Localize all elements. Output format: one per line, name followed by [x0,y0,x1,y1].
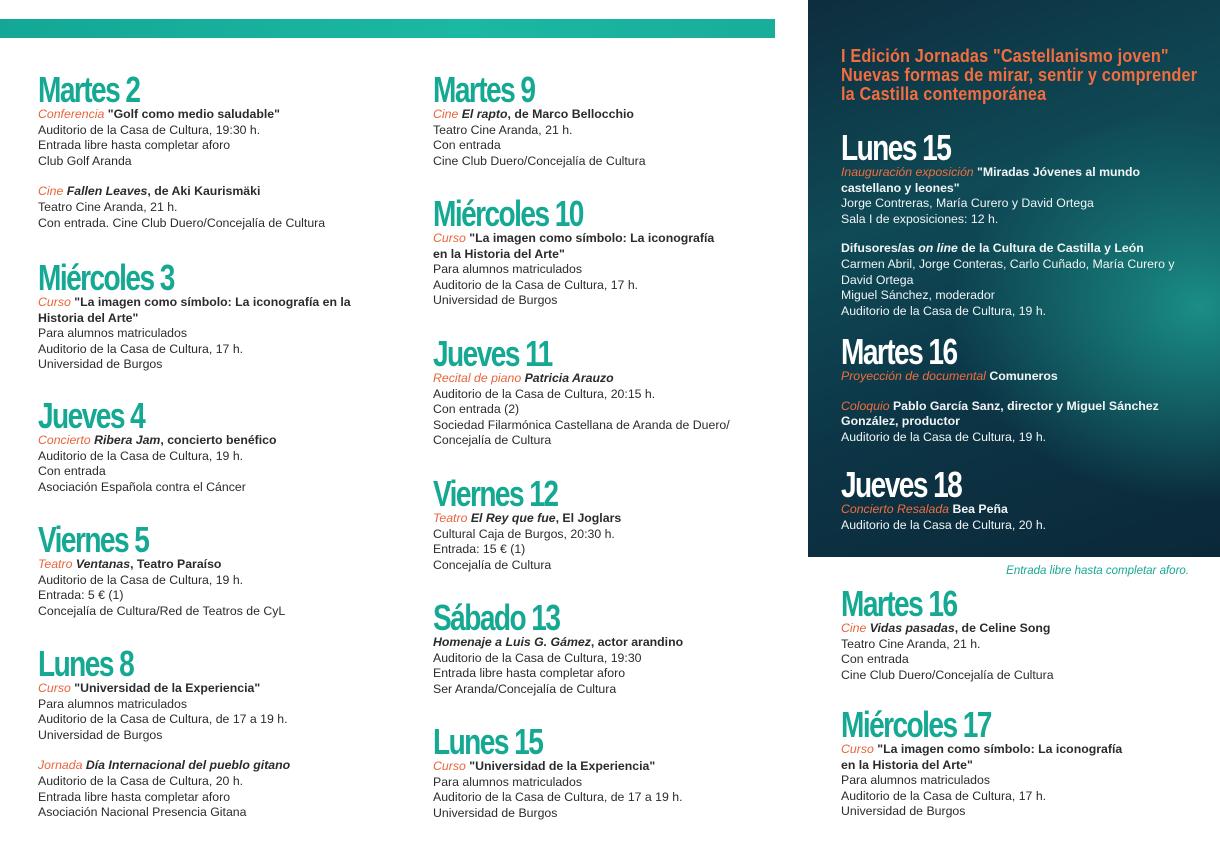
event-title-text: "La imagen como símbolo: La iconografía en la [74,295,351,309]
event-title-italic: on line [918,241,958,256]
event-title-italic: El Rey que fue [470,511,556,525]
event-category: Curso [38,681,71,695]
event-detail: Auditorio de la Casa de Cultura, 17 h. [38,341,244,356]
day-heading: Lunes 15 [433,721,543,762]
day-section [38,70,325,231]
day-events [38,681,290,821]
event-detail: David Ortega [841,272,914,287]
event-detail: Auditorio de la Casa de Cultura, 19:30 h. [38,122,261,137]
event-detail: Concejalía de Cultura [433,433,552,448]
day-heading: Jueves 18 [841,464,962,505]
day-events [433,511,621,573]
event-category: Concierto Resalada [841,502,950,516]
day-heading: Jueves 11 [433,333,552,374]
event [841,241,1175,319]
day-events [433,107,646,169]
event-category: Concierto [38,433,91,447]
event-title-line [841,241,1175,257]
free-entry-note: Entrada libre hasta completar aforo. [1006,565,1189,577]
event-category: Curso [433,759,466,773]
event-detail: Auditorio de la Casa de Cultura, 20 h. [38,773,244,788]
event-detail: Con entrada [841,652,909,667]
event-title-text: "Miradas Jóvenes al mundo [977,165,1141,179]
event-detail: Auditorio de la Casa de Cultura, 19:30 [433,650,642,665]
day-events [841,165,1175,319]
day-section [38,520,285,619]
event-title-line-2: en la Historia del Arte" [841,757,973,772]
event-detail: Entrada: 15 € (1) [433,542,526,557]
event-detail: Auditorio de la Casa de Cultura, 20 h. [841,517,1047,532]
event-category: Recital de piano [433,371,522,385]
day-heading: Sábado 13 [433,597,560,638]
top-accent-bar [0,19,775,38]
event-detail: Teatro Cine Aranda, 21 h. [38,199,178,214]
event-detail: Cine Club Duero/Concejalía de Cultura [841,667,1054,682]
event-category: Teatro [433,511,468,525]
event-detail: Concejalía de Cultura [433,557,552,572]
day-heading: Martes 16 [841,583,957,624]
day-heading: Martes 2 [38,69,140,110]
event-title [841,241,1144,255]
event-detail: Sociedad Filarmónica Castellana de Aranda de Duero/ [433,417,730,432]
event-detail: Entrada: 5 € (1) [38,588,124,603]
event-title-italic: Ventanas [75,557,131,571]
event-title-text: "Universidad de la Experiencia" [469,759,656,773]
event-detail: Auditorio de la Casa de Cultura, 19 h. [38,448,244,463]
day-events [841,742,1122,820]
event-category: Teatro [38,557,73,571]
day-section [38,644,290,821]
event-detail: Teatro Cine Aranda, 21 h. [841,636,981,651]
event-title-text: "Universidad de la Experiencia" [74,681,261,695]
event-detail: Asociación Nacional Presencia Gitana [38,805,247,820]
event-detail: Teatro Cine Aranda, 21 h. [433,122,573,137]
event [38,758,290,820]
event [433,107,646,169]
event-category: Proyección de documental [841,369,986,383]
day-events [38,557,285,619]
event-detail: Cultural Caja de Burgos, 20:30 h. [433,526,615,541]
castellanismo-panel [808,0,1220,557]
event [38,681,290,743]
day-events [433,635,683,697]
event-category: Curso [433,231,466,245]
event-detail: Universidad de Burgos [841,804,966,819]
day-heading: Miércoles 3 [38,257,174,298]
event-title-rest: , concierto benéfico [160,433,277,447]
event-title-text: Comuneros [989,369,1058,383]
event-detail: Concejalía de Cultura/Red de Teatros de CyL [38,603,286,618]
panel-title-line-2: Nuevas formas de mirar, sentir y comprender [841,65,1198,85]
event-detail: Auditorio de la Casa de Cultura, 19 h. [38,572,244,587]
event-detail: Miguel Sánchez, moderador [841,288,995,303]
event-detail: Universidad de Burgos [38,727,163,742]
event-detail: Ser Aranda/Concejalía de Cultura [433,681,617,696]
event-title [86,758,290,772]
day-events [433,231,714,309]
event-detail: Jorge Contreras, María Curero y David Ortega [841,196,1094,211]
event-category: Jornada [38,758,83,773]
event [433,371,730,449]
panel-title-line-1: I Edición Jornadas "Castellanismo joven" [841,46,1169,66]
event-detail: Con entrada (2) [433,402,520,417]
event-category: Curso [841,742,874,756]
event-title-rest: de la Cultura de Castilla y León [957,241,1144,256]
event-title-text: "La imagen como símbolo: La iconografía [469,231,715,245]
event-detail: Auditorio de la Casa de Cultura, de 17 a 19 h. [433,790,683,805]
event-title-line [841,399,1159,415]
day-heading: Lunes 8 [38,643,134,684]
event-title-line-2: castellano y leones" [841,180,960,195]
event [841,502,1046,533]
event-detail: Auditorio de la Casa de Cultura, 20:15 h. [433,386,656,401]
day-events [433,371,730,449]
event-title-line-2: en la Historia del Arte" [433,246,565,261]
day-heading: Lunes 15 [841,127,951,168]
panel-title-line-3: la Castilla contemporánea [841,84,1047,104]
event [433,759,683,821]
event-detail: Entrada libre hasta completar aforo [433,666,626,681]
event-detail: Sala I de exposiciones: 12 h. [841,211,999,226]
event-title-italic: Vidas pasadas [869,621,955,635]
event-category: Cine [38,184,64,199]
day-heading: Martes 16 [841,331,957,372]
event-title-line [38,758,290,774]
day-heading: Miércoles 10 [433,193,583,234]
event-title-italic: Ribera Jam [94,433,161,447]
event-title-text: "La imagen como símbolo: La iconografía [877,742,1123,756]
event-detail: Para alumnos matriculados [38,326,187,341]
event-title-text: Pablo García Sanz, director y Miguel Sánchez [892,398,1159,413]
day-section [841,465,1046,533]
event-detail: Carmen Abril, Jorge Conteras, Carlo Cuñado, María Curero y [841,256,1175,271]
event-title-line [38,184,325,200]
event-detail: Cine Club Duero/Concejalía de Cultura [433,153,646,168]
event [38,557,285,619]
event-detail: Entrada libre hasta completar aforo [38,789,231,804]
event-detail: Para alumnos matriculados [841,773,990,788]
day-heading: Jueves 4 [38,395,145,436]
day-events [38,295,351,373]
event-title-rest: , de Celine Song [954,621,1051,635]
event-title-rest: , de Aki Kaurismäki [147,184,261,199]
event-detail: Universidad de Burgos [38,357,163,372]
event [38,433,277,495]
day-heading: Martes 9 [433,69,535,110]
day-section [841,705,1122,820]
event-detail: Con entrada. Cine Club Duero/Concejalía de Cultura [38,215,326,230]
event [433,231,714,309]
event-title-italic: Homenaje a Luis G. Gámez [433,635,591,649]
event [38,184,325,231]
event-title-italic: El rapto [461,107,508,121]
event-title-text: "Golf como medio saludable" [107,107,280,121]
event-detail: Con entrada [433,138,501,153]
day-events [38,433,277,495]
event-title-rest: , El Joglars [555,511,622,525]
day-events [841,502,1046,533]
event-detail: Auditorio de la Casa de Cultura, de 17 a 19 h. [38,712,288,727]
event [841,742,1122,820]
event-category: Conferencia [38,107,105,121]
day-section [433,70,646,169]
event [433,635,683,697]
event-title-text: Bea Peña [952,502,1008,516]
event-title-italic: Patricia Arauzo [524,371,614,385]
day-section [841,128,1175,319]
event-detail: Para alumnos matriculados [38,696,187,711]
day-events [841,369,1159,445]
event-title-line-2: Historia del Arte" [38,310,139,325]
day-heading: Viernes 12 [433,473,558,514]
event-detail: Entrada libre hasta completar aforo [38,138,231,153]
day-events [841,621,1054,683]
day-section [38,258,351,373]
event [841,621,1054,683]
day-section [841,584,1054,683]
day-section [433,334,730,449]
event-detail: Club Golf Aranda [38,153,132,168]
event-title [893,399,1159,413]
event-title [67,184,261,198]
event-title-rest: , Teatro Paraíso [130,557,222,571]
day-section [433,474,621,573]
day-events [433,759,683,821]
event-detail: Asociación Española contra el Cáncer [38,479,246,494]
event-detail: Para alumnos matriculados [433,262,582,277]
event-category: Inauguración exposición [841,165,974,179]
event-detail: Con entrada [38,464,106,479]
event-detail: Auditorio de la Casa de Cultura, 17 h. [433,277,639,292]
event-detail: Universidad de Burgos [433,805,558,820]
event [38,295,351,373]
event-detail: Auditorio de la Casa de Cultura, 19 h. [841,429,1047,444]
event-category: Curso [38,295,71,309]
event-title-italic: Fallen Leaves [66,184,148,199]
event-title-text: Difusores/as [841,241,919,256]
event [841,399,1159,446]
event-category: Cine [433,107,459,121]
event-detail: Auditorio de la Casa de Cultura, 17 h. [841,788,1047,803]
day-section [433,194,714,309]
day-section [38,396,277,495]
day-events [38,107,325,231]
day-section [433,722,683,821]
day-section [841,332,1159,445]
event [841,165,1175,227]
event [38,107,325,169]
event-title-rest: , actor arandino [590,635,684,649]
event-title-line-2: González, productor [841,414,960,429]
day-heading: Miércoles 17 [841,704,991,745]
event-detail: Universidad de Burgos [433,293,558,308]
panel-title [841,47,1220,104]
day-section [433,598,683,697]
day-heading: Viernes 5 [38,519,149,560]
event-title-rest: , de Marco Bellocchio [507,107,634,121]
event-title-italic: Día Internacional del pueblo gitano [85,758,291,773]
event-detail: Auditorio de la Casa de Cultura, 19 h. [841,303,1047,318]
event-category: Coloquio [841,398,890,413]
event-category: Cine [841,621,867,635]
event [433,511,621,573]
event-detail: Para alumnos matriculados [433,774,582,789]
